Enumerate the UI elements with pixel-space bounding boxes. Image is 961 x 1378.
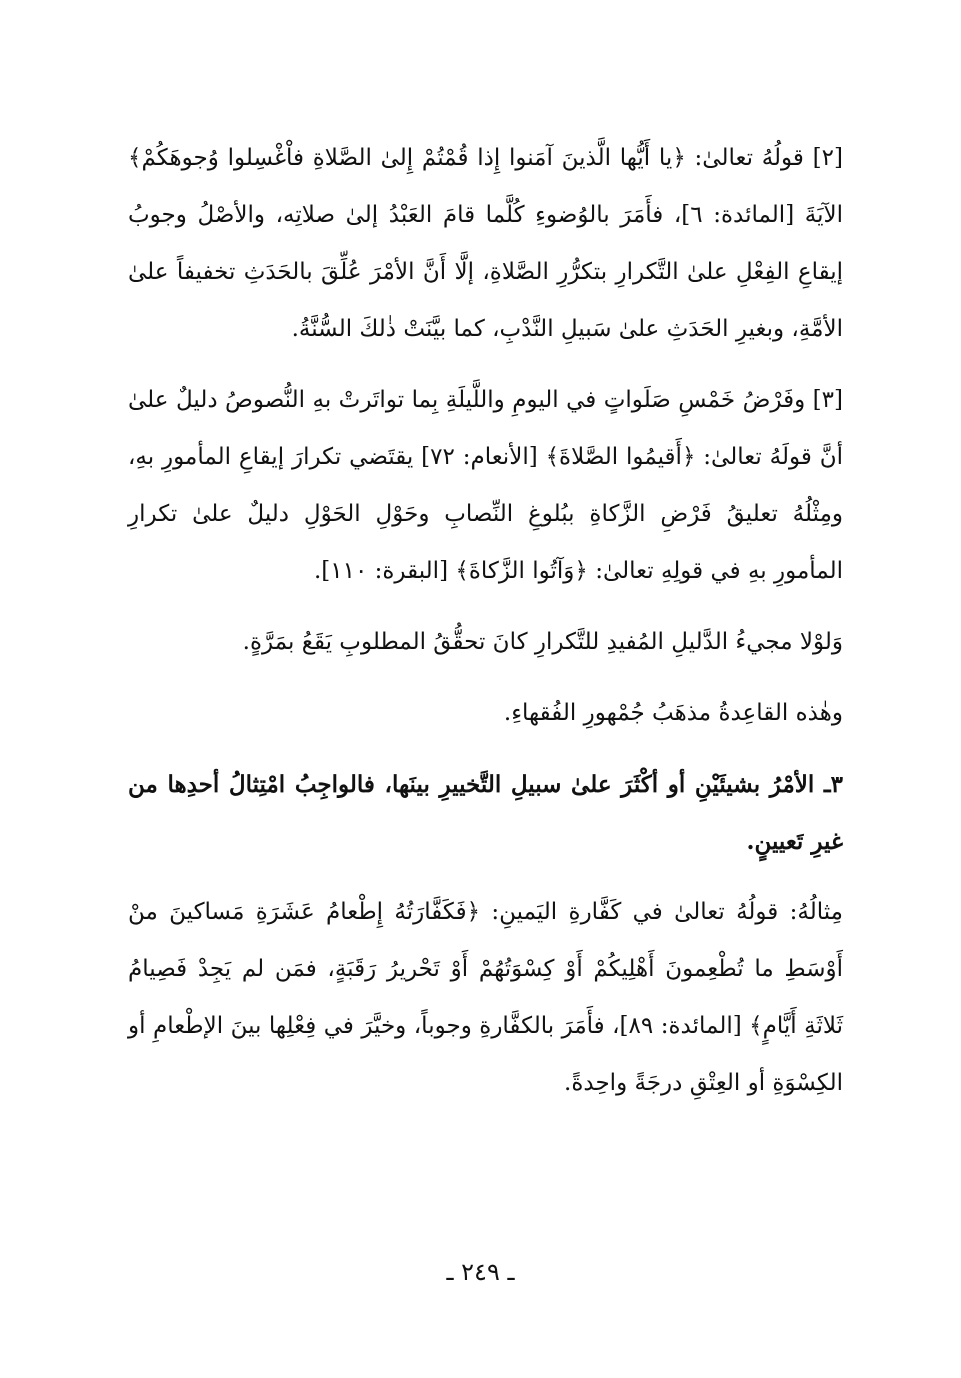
paragraph-majority-view: وهٰذه القاعِدةُ مذهَبُ جُمْهورِ الفُقهاءِ. [503, 700, 843, 726]
page-body [128, 130, 843, 1126]
paragraph-note-2: [٢] قولُهُ تعالىٰ: ﴿يا أَيُّها الَّذينَ آمَنوا إِذا قُمْتُمْ إِلىٰ الصَّلاةِ فاْغْسِلوا وُجوهَكُمْ﴾ الآيَةَ [المائدة: ٦]، فأَمَرَ بالوُضوءِ كُلَّما قامَ العَبْدُ إلىٰ صلاتِه، والأصْلُ وجوبُ إيقاعِ الفِعْلِ علىٰ التَّكرارِ بتكرُّرِ الصَّلاةِ، إلَّا أَنَّ الأمْرَ عُلِّقَ بالحَدَثِ تخفيفاً علىٰ الأمَّةِ، وبغيرِ الحَدَثِ علىٰ سَبيلِ النَّدْبِ، كما بيَّنَتْ ذٰلكَ السُّنَّةُ. [128, 145, 843, 342]
page-number: ـ ٢٤٩ ـ [446, 1258, 515, 1286]
paragraph-repetition: وَلوْلا مجيءُ الدَّليلِ المُفيدِ للتَّكرارِ كانَ تحقُّقُ المطلوبِ يَقَعُ بمَرَّةٍ. [242, 629, 843, 655]
paragraph-example: مِثالُهُ: قولُهُ تعالىٰ في كَفَّارةِ اليَمينِ: ﴿فَكَفَّارَتُهُ إِطْعامُ عَشَرَةِ مَساكينَ منْ أَوْسَطِ ما تُطْعِمونَ أَهْلِيكُمْ أَوْ كِسْوَتُهُمْ أَوْ تَحْريرُ رَقَبَةٍ، فمَن لم يَجِدْ فَصِيامُ ثَلاثَةِ أَيَّامٍ﴾ [المائدة: ٨٩]، فأَمَرَ بالكفَّارةِ وجوباً، وخيَّرَ في فِعْلِها بينَ الإطْعامِ أو الكِسْوَةِ أو العِتْقِ درجَةً واحِدةً. [128, 899, 843, 1096]
rule-heading-3: ٣ـ الأمْرُ بشيئَيْنِ أو أكْثَرَ علىٰ سبيلِ التَّخييرِ بينَها، فالواجِبُ امْتِثالُ أحدِها من غيرِ تَعيينٍ. [128, 771, 843, 855]
paragraph-note-3: [٣] وفَرْضُ خَمْسِ صَلَواتٍ في اليومِ واللَّيلَةِ بِما تواتَرتْ بهِ النُّصوصُ دليلٌ علىٰ أنَّ قولَهُ تعالىٰ: ﴿أَقيمُوا الصَّلاةَ﴾ [الأنعام: ٧٢] يقتَضي تكرارَ إيقاعِ المأمورِ بهِ، ومِثْلُهُ تعليقُ فَرْضِ الزَّكاةِ ببُلوغِ النِّصابِ وحَوْلِ الحَوْلِ دليلٌ علىٰ تكرارِ المأمورِ بهِ في قولِهِ تعالىٰ: ﴿وَآتُوا الزَّكاةَ﴾ [البقرة: ١١٠]. [128, 387, 843, 584]
